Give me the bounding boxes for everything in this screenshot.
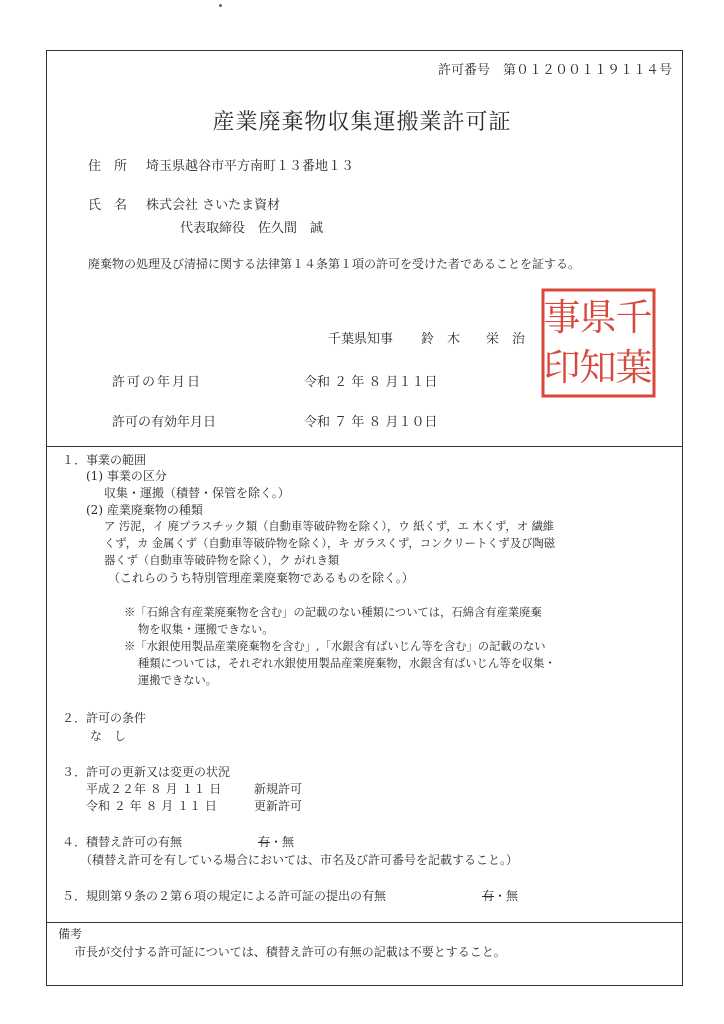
history-date: 令和 ２ 年 ８ 月 １１ 日 [86, 799, 217, 813]
history-action: 更新許可 [254, 799, 303, 813]
conditions-heading: ２．許可の条件 [62, 711, 147, 725]
mercury-note-line: 運搬できない。 [138, 674, 218, 687]
seal-char: 事 [543, 296, 581, 339]
address-label: 住 所 [88, 159, 128, 174]
remarks-label: 備考 [58, 927, 83, 941]
seal-char: 千 [615, 296, 653, 339]
transfer-heading: ４．積替え許可の有無 [62, 835, 183, 849]
document-title: 産業廃棄物収集運搬業許可証 [212, 110, 512, 135]
article9-heading: ５．規則第９条の２第６項の規定による許可証の提出の有無 [62, 889, 387, 903]
article9-yes-struck: 有 [482, 889, 495, 903]
permit-number: 許可番号 第０１２００１１９１１４号 [437, 63, 672, 78]
business-category-value: 収集・運搬（積替・保管を除く。） [104, 486, 290, 500]
divider-body-remarks [46, 922, 683, 923]
history-heading: ３．許可の更新又は変更の状況 [62, 765, 231, 779]
article9-no: ・無 [494, 889, 519, 903]
issuer-name: 鈴 木 栄 治 [421, 332, 526, 347]
address-value: 埼玉県越谷市平方南町１３番地１３ [146, 159, 355, 174]
company-name: 株式会社 さいたま資材 [146, 198, 281, 213]
article9-status [482, 890, 518, 902]
history-date: 平成２２年 ８ 月 １１ 日 [86, 782, 222, 796]
seal-char: 県 [579, 296, 617, 339]
permit-date-value: 令和 ２ 年 ８ 月１１日 [304, 375, 438, 390]
scope-heading: １．事業の範囲 [62, 453, 147, 467]
certification-statement: 廃棄物の処理及び清掃に関する法律第１４条第１項の許可を受けた者であることを証する。 [88, 257, 581, 271]
waste-types-exclusion: （これらのうち特別管理産業廃棄物であるものを除く。） [108, 571, 414, 585]
divider-header-body [46, 446, 683, 447]
representative-name: 代表取締役 佐久間 誠 [180, 221, 324, 236]
mercury-note-line: 種類については，それぞれ水銀使用製品産業廃棄物，水銀含有ばいじん等を収集・ [138, 657, 556, 670]
waste-types-line: ア 汚泥，イ 廃プラスチック類（自動車等破砕物を除く），ウ 紙くず，エ 木くず，オ 繊維 [104, 520, 555, 533]
issuer-title: 千葉県知事 [328, 332, 394, 347]
mercury-note-line: ※「水銀使用製品産業廃棄物を含む」,「水銀含有ばいじん等を含む」の記載のない [124, 640, 546, 653]
official-seal [541, 288, 656, 398]
transfer-yes-struck: 有 [258, 835, 271, 849]
remarks-text: 市長が交付する許可証については、積替え許可の有無の記載は不要とすること。 [74, 945, 506, 959]
scan-speck [219, 4, 222, 7]
business-category-heading: (1) 事業の区分 [86, 469, 167, 483]
transfer-status [258, 836, 294, 848]
transfer-note: （積替え許可を有している場合においては、市名及び許可番号を記載すること。） [80, 853, 519, 867]
asbestos-note-line: ※「石綿含有産業廃棄物を含む」の記載のない種類については，石綿含有産業廃棄 [124, 606, 542, 619]
asbestos-note-line: 物を収集・運搬できない。 [138, 623, 274, 636]
waste-types-line: 器くず（自動車等破砕物を除く），ク がれき類 [104, 554, 340, 567]
validity-date-value: 令和 ７ 年 ８ 月１０日 [304, 415, 438, 430]
seal-char: 印 [543, 346, 581, 389]
waste-types-line: くず，カ 金属くず（自動車等破砕物を除く），キ ガラスくず，コンクリートくず及び陶磁 [104, 537, 556, 550]
permit-date-label: 許可の年月日 [112, 375, 203, 390]
waste-types-heading: (2) 産業廃棄物の種類 [86, 503, 203, 517]
seal-char: 知 [579, 346, 617, 389]
transfer-no: ・無 [270, 835, 295, 849]
conditions-value: な し [90, 729, 127, 743]
history-action: 新規許可 [254, 782, 303, 796]
name-label: 氏 名 [88, 198, 128, 213]
validity-label: 許可の有効年月日 [112, 415, 217, 430]
seal-char: 葉 [615, 346, 653, 389]
